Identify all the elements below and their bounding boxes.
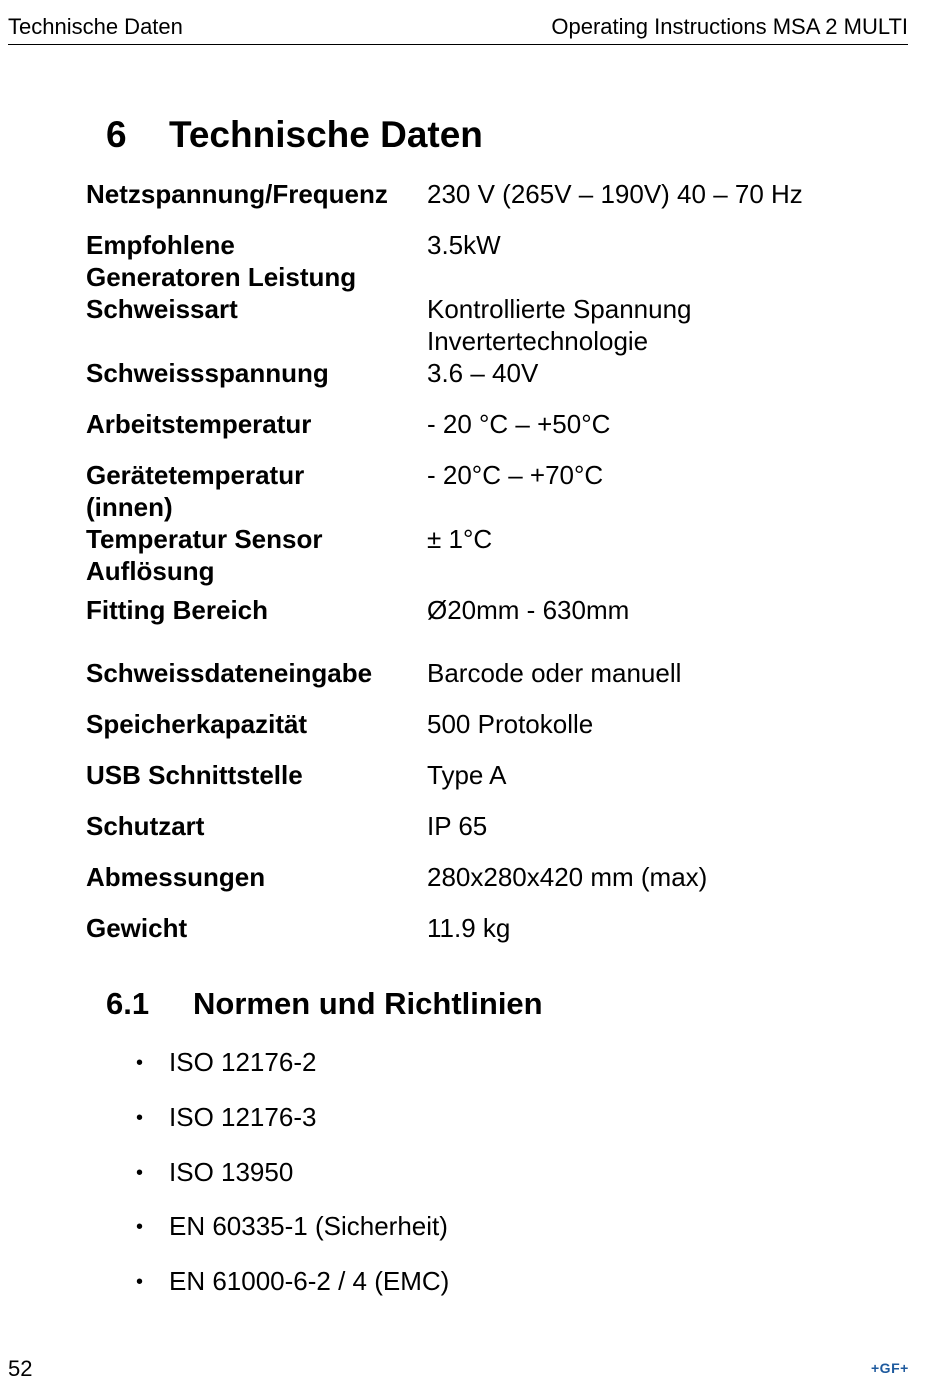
list-item-text: ISO 12176-3 — [169, 1102, 317, 1132]
section-number: 6 — [106, 114, 127, 155]
header-document-title: Operating Instructions MSA 2 MULTI — [551, 14, 908, 39]
list-item — [136, 1265, 449, 1298]
section-heading — [106, 114, 483, 156]
bullet-icon: • — [136, 1052, 144, 1074]
spec-value: Barcode oder manuell — [427, 658, 682, 688]
spec-value: - 20°C – +70°C — [427, 460, 604, 490]
list-item — [136, 1210, 448, 1243]
spec-label: Gewicht — [86, 913, 188, 943]
spec-value — [427, 293, 907, 357]
bullet-icon: • — [136, 1216, 144, 1238]
spec-label: Gerätetemperatur (innen) — [86, 460, 305, 522]
spec-value-text: Kontrollierte Spannung Invertertechnologie — [427, 294, 692, 356]
spec-value: IP 65 — [427, 811, 488, 841]
spec-label: Schutzart — [86, 811, 205, 841]
spec-label: Arbeitstemperatur — [86, 409, 312, 439]
page-number: 52 — [8, 1356, 33, 1381]
spec-value: 3.6 – 40V — [427, 358, 539, 388]
spec-value: - 20 °C – +50°C — [427, 409, 611, 439]
list-item — [136, 1156, 293, 1189]
bullet-icon: • — [136, 1271, 144, 1293]
header-section-title: Technische Daten — [8, 14, 183, 39]
subsection-number: 6.1 — [106, 986, 150, 1021]
bullet-icon: • — [136, 1107, 144, 1129]
spec-label: Temperatur Sensor Auflösung — [86, 524, 323, 586]
spec-value: 11.9 kg — [427, 913, 511, 943]
list-item — [136, 1046, 316, 1079]
list-item-text: EN 60335-1 (Sicherheit) — [169, 1211, 448, 1241]
list-item-text: ISO 12176-2 — [169, 1047, 317, 1077]
spec-label: Schweissdateneingabe — [86, 658, 373, 688]
spec-label: Schweissspannung — [86, 358, 329, 388]
spec-label: Abmessungen — [86, 862, 266, 892]
subsection-title: Normen und Richtlinien — [193, 986, 543, 1021]
list-item-text: ISO 13950 — [169, 1157, 294, 1187]
section-title: Technische Daten — [169, 114, 483, 155]
subsection-heading — [106, 986, 543, 1022]
spec-label: Fitting Bereich — [86, 595, 269, 625]
spec-value: 230 V (265V – 190V) 40 – 70 Hz — [427, 179, 803, 209]
spec-value: Ø20mm - 630mm — [427, 595, 630, 625]
spec-label: USB Schnittstelle — [86, 760, 303, 790]
spec-value: ± 1°C — [427, 524, 493, 554]
spec-value: 280x280x420 mm (max) — [427, 862, 708, 892]
list-item — [136, 1101, 316, 1134]
list-item-text: EN 61000-6-2 / 4 (EMC) — [169, 1266, 450, 1296]
page-header — [8, 14, 908, 45]
spec-value: 500 Protokolle — [427, 709, 594, 739]
spec-label: Speicherkapazität — [86, 709, 308, 739]
spec-value: Type A — [427, 760, 507, 790]
company-logo: +GF+ — [871, 1360, 909, 1376]
spec-value: 3.5kW — [427, 230, 501, 260]
spec-label: Schweissart — [86, 294, 238, 324]
bullet-icon: • — [136, 1162, 144, 1184]
spec-label: Netzspannung/Frequenz — [86, 179, 388, 209]
spec-label: Empfohlene Generatoren Leistung — [86, 230, 357, 292]
